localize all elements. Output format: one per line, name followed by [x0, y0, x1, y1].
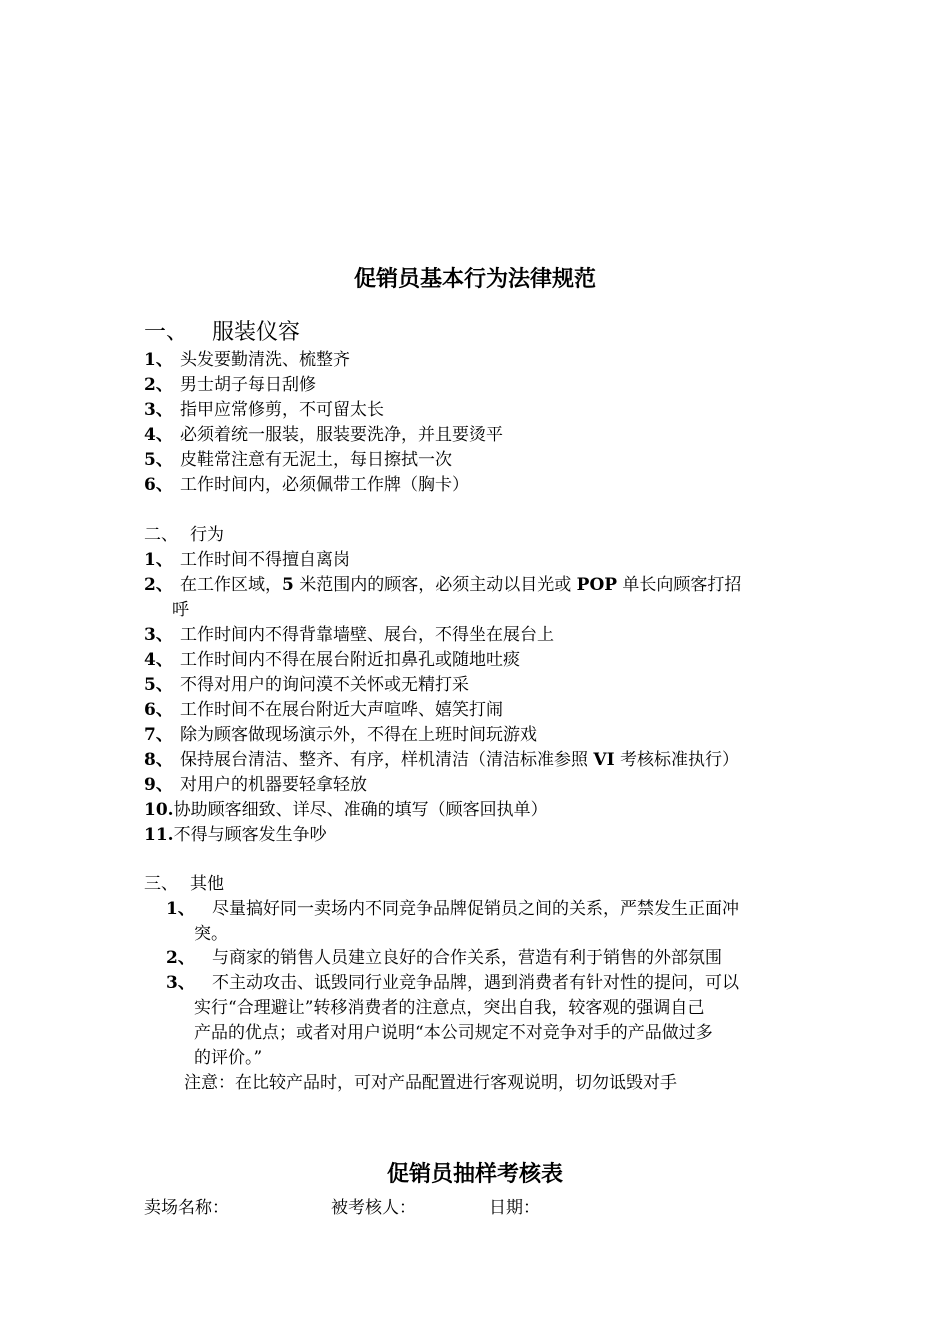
list-item	[144, 648, 814, 673]
form-title: 促销员抽样考核表	[386, 1162, 563, 1187]
document-title: 促销员基本行为法律规范	[353, 267, 596, 292]
item-number: 1、	[144, 350, 173, 370]
item-text: 尽量搞好同一卖场内不同竞争品牌促销员之间的关系，严禁发生正面冲	[212, 899, 739, 919]
list-item	[144, 723, 814, 748]
list-item	[144, 573, 814, 598]
item-text: 皮鞋常注意有无泥土，每日擦拭一次	[180, 450, 452, 470]
note-text: 注意：在比较产品时，可对产品配置进行客观说明，切勿诋毁对手	[184, 1073, 677, 1093]
section-title: 其他	[190, 874, 224, 894]
list-item	[166, 946, 816, 971]
list-item	[144, 473, 814, 498]
date-label: 日期：	[489, 1198, 540, 1218]
item-text: 不得与顾客发生争吵	[173, 825, 327, 845]
item-text: 必须着统一服装，服装要洗净，并且要烫平	[180, 425, 503, 445]
item-text: 指甲应常修剪，不可留太长	[180, 400, 384, 420]
section-number: 二、	[144, 525, 178, 545]
item-number: 9、	[144, 775, 173, 795]
item-text: 男士胡子每日刮修	[180, 375, 316, 395]
item-text: 在工作区域，	[180, 575, 282, 595]
item-number: 1、	[166, 899, 195, 919]
item-text: 单长向顾客打招	[617, 575, 742, 595]
list-item	[166, 971, 816, 1071]
item-text: 工作时间内不得背靠墙壁、展台，不得坐在展台上	[180, 625, 554, 645]
item-text: 产品的优点；或者对用户说明“本公司规定不对竞争对手的产品做过多	[194, 1023, 713, 1043]
list-item	[144, 673, 814, 698]
list-item	[144, 423, 814, 448]
list-item	[144, 698, 814, 723]
section-number: 一、	[144, 320, 189, 345]
list-item	[144, 373, 814, 398]
store-name-label: 卖场名称：	[144, 1198, 229, 1218]
item-text: 不得对用户的询问漠不关怀或无精打采	[180, 675, 469, 695]
item-text: 除为顾客做现场演示外，不得在上班时间玩游戏	[180, 725, 537, 745]
section-number: 三、	[144, 874, 178, 894]
item-text: 的评价。”	[194, 1048, 263, 1068]
item-text: 考核标准执行）	[614, 750, 739, 770]
item-number: 2、	[166, 948, 195, 968]
item-text: 突。	[194, 924, 228, 944]
item-number: 6、	[144, 475, 173, 495]
item-number: 3、	[144, 625, 173, 645]
item-number: 6、	[144, 700, 173, 720]
item-text-number: 5	[282, 575, 294, 595]
item-number: 1、	[144, 550, 173, 570]
item-text: 不主动攻击、诋毁同行业竞争品牌，遇到消费者有针对性的提问，可以	[212, 973, 739, 993]
list-item	[144, 823, 814, 848]
list-item	[166, 897, 816, 947]
list-item	[144, 798, 814, 823]
item-text-abbr: VI	[593, 750, 615, 770]
item-text: 工作时间内，必须佩带工作牌（胸卡）	[180, 475, 469, 495]
item-text: 对用户的机器要轻拿轻放	[180, 775, 367, 795]
list-item	[144, 398, 814, 423]
item-number: 10.	[144, 800, 174, 820]
item-number: 3、	[166, 973, 195, 993]
list-item	[144, 623, 814, 648]
item-text: 米范围内的顾客，必须主动以目光或	[293, 575, 577, 595]
list-item	[144, 773, 814, 798]
section-3-heading	[144, 872, 814, 897]
section-1-heading	[144, 320, 814, 345]
list-item-continuation: 呼	[172, 600, 189, 620]
section-2-heading	[144, 523, 814, 548]
list-item	[144, 348, 814, 373]
item-text: 工作时间不得擅自离岗	[180, 550, 350, 570]
item-number: 7、	[144, 725, 173, 745]
item-text: 实行“合理避让”转移消费者的注意点，突出自我，较客观的强调自己	[194, 998, 705, 1018]
section-title: 行为	[190, 525, 224, 545]
item-text-abbr: POP	[576, 575, 618, 595]
item-text: 协助顾客细致、详尽、准确的填写（顾客回执单）	[173, 800, 548, 820]
section-title: 服装仪容	[212, 320, 301, 345]
item-number: 2、	[144, 575, 173, 595]
list-item	[144, 748, 814, 773]
item-number: 4、	[144, 650, 173, 670]
item-number: 4、	[144, 425, 173, 445]
assessee-label: 被考核人：	[331, 1198, 416, 1218]
item-number: 11.	[144, 825, 174, 845]
item-text: 工作时间不在展台附近大声喧哗、嬉笑打闹	[180, 700, 503, 720]
list-item	[144, 548, 814, 573]
item-text: 保持展台清洁、整齐、有序，样机清洁（清洁标准参照	[180, 750, 594, 770]
item-text: 与商家的销售人员建立良好的合作关系，营造有利于销售的外部氛围	[212, 948, 722, 968]
item-text: 工作时间内不得在展台附近扣鼻孔或随地吐痰	[180, 650, 520, 670]
item-number: 3、	[144, 400, 173, 420]
item-number: 2、	[144, 375, 173, 395]
item-number: 5、	[144, 450, 173, 470]
item-number: 8、	[144, 750, 173, 770]
list-item	[144, 448, 814, 473]
item-number: 5、	[144, 675, 173, 695]
item-text: 头发要勤清洗、梳整齐	[180, 350, 350, 370]
